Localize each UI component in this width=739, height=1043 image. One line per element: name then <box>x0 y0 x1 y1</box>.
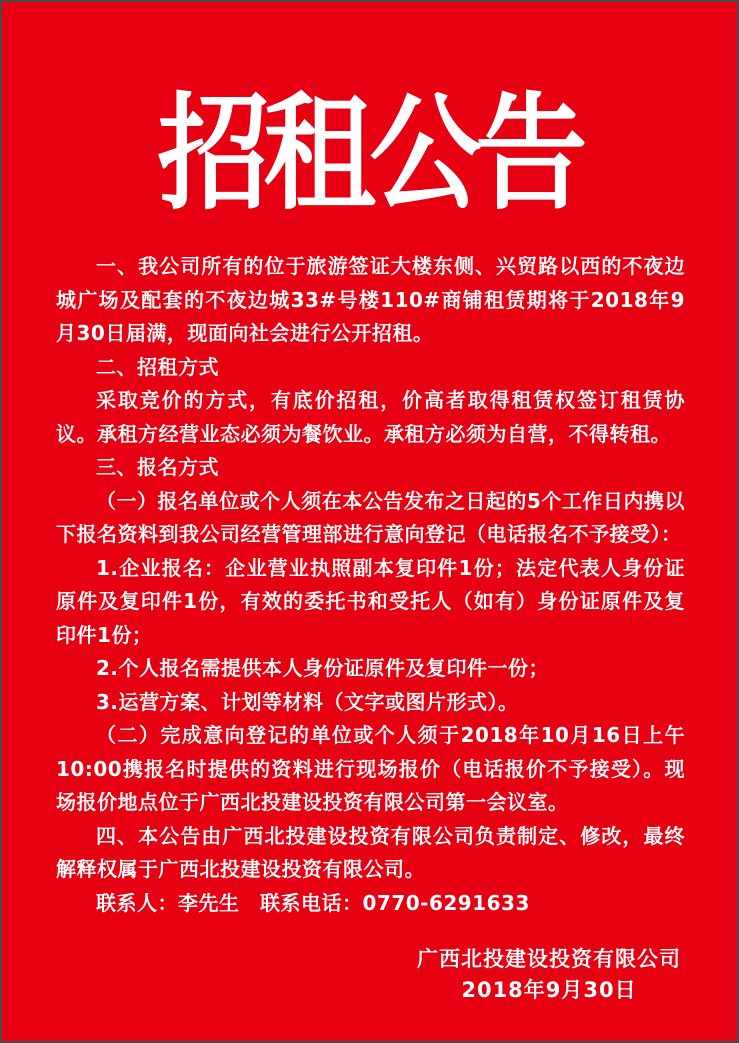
body-list-item-3: 3.运营方案、计划等材料（文字或图片形式）。 <box>96 689 519 714</box>
section-heading-2: 二、招租方式 <box>96 354 219 379</box>
body-list-item-2: 2.个人报名需提供本人身份证原件及复印件一份； <box>96 656 550 680</box>
contact-line: 联系人：李先生 联系电话：0770-6291633 <box>96 890 530 915</box>
signature-block <box>417 944 681 1006</box>
signature-company: 广西北投建设投资有限公司 <box>417 947 681 971</box>
signature-date: 2018年9月30日 <box>461 978 637 1002</box>
poster-title: 招租公告 <box>157 80 582 228</box>
section-heading-3: 三、报名方式 <box>96 455 219 479</box>
body-paragraph-1: 一、我公司所有的位于旅游签证大楼东侧、兴贸路以西的不夜边城广场及配套的不夜边城33#号楼110#商铺租赁期将于2018年9月30日届满，现面向社会进行公开招租。 <box>56 254 685 345</box>
body-list-item-1: 1.企业报名：企业营业执照副本复印件1份；法定代表人身份证原件及复印件1份，有效的委托书和受托人（如有）身份证原件及复印件1份； <box>56 555 685 647</box>
announcement-body <box>56 250 685 920</box>
body-paragraph-4: 四、本公告由广西北投建设投资有限公司负责制定、修改，最终解释权属于广西北投建设投资有限公司。 <box>56 823 685 881</box>
body-paragraph-2: 采取竞价的方式，有底价招租，价高者取得租赁权签订租赁协议。承租方经营业态必须为餐饮业。承租方必须为自营，不得转租。 <box>56 388 685 446</box>
body-paragraph-3a: （一）报名单位或个人须在本公告发布之日起的5个工作日内携以下报名资料到我公司经营管理部进行意向登记（电话报名不予接受）： <box>56 488 685 546</box>
body-paragraph-3b: （二）完成意向登记的单位或个人须于2018年10月16日上午10:00携报名时提供的资料进行现场报价（电话报价不予接受）。现场报价地点位于广西北投建设投资有限公司第一会议室。 <box>56 723 685 814</box>
